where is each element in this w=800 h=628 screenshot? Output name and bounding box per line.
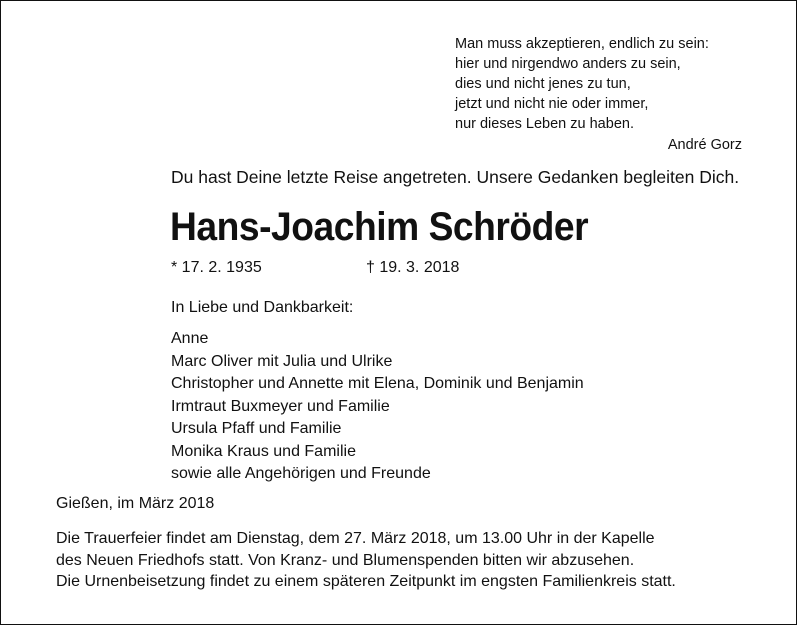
quote-line: nur dieses Leben zu haben. <box>455 116 634 132</box>
place-date: Gießen, im März 2018 <box>56 495 215 512</box>
list-item: Anne <box>171 330 209 347</box>
list-item: Monika Kraus und Familie <box>171 442 356 460</box>
list-item: Christopher und Annette mit Elena, Dominik und Benjamin <box>171 375 584 392</box>
death-date: † 19. 3. 2018 <box>366 259 460 276</box>
quote-line: jetzt und nicht nie oder immer, <box>455 96 649 112</box>
notice-line: Die Trauerfeier findet am Dienstag, dem 27. März 2018, um 13.00 Uhr in der Kapelle <box>56 530 655 547</box>
intro-text: Du hast Deine letzte Reise angetreten. Unsere Gedanken begleiten Dich. <box>171 167 740 187</box>
notice-line: Die Urnenbeisetzung findet zu einem späteren Zeitpunkt im engsten Familienkreis statt. <box>56 573 676 590</box>
epigraph-quote <box>455 34 755 155</box>
dedication-text: In Liebe und Dankbarkeit: <box>171 299 354 316</box>
quote-line: hier und nirgendwo anders zu sein, <box>455 56 681 72</box>
notice-line: des Neuen Friedhofs statt. Von Kranz- und Blumenspenden bitten wir abzusehen. <box>56 551 635 569</box>
list-item: Marc Oliver mit Julia und Ulrike <box>171 352 393 370</box>
list-item: Irmtraut Buxmeyer und Familie <box>171 397 390 415</box>
deceased-name: Hans-Joachim Schröder <box>170 205 589 249</box>
funeral-notice <box>56 528 676 593</box>
list-item: sowie alle Angehörigen und Freunde <box>171 465 431 482</box>
quote-line: Man muss akzeptieren, endlich zu sein: <box>455 36 709 52</box>
quote-line: dies und nicht jenes zu tun, <box>455 76 631 92</box>
list-item: Ursula Pfaff und Familie <box>171 420 342 437</box>
birth-date: * 17. 2. 1935 <box>171 259 262 276</box>
quote-author: André Gorz <box>667 137 742 153</box>
mourners-list <box>171 328 584 486</box>
